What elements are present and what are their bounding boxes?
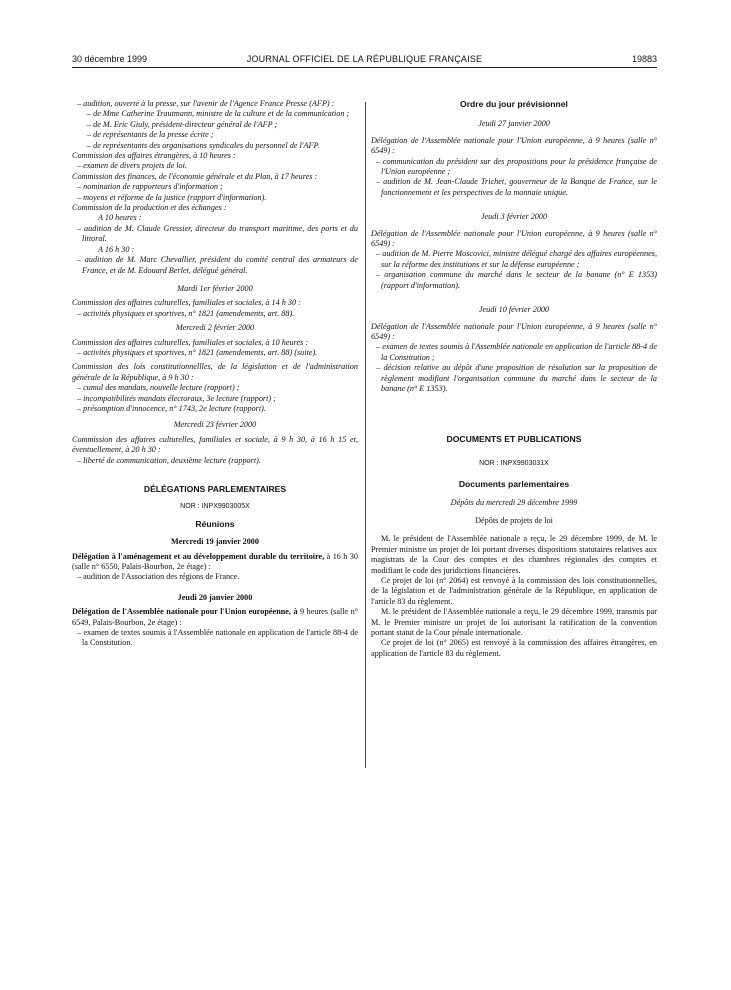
agenda-item: – examen de textes soumis à l'Assemblée nationale en application de l'article 88-4 de la Constitution. [77, 628, 358, 648]
commission-finances: Commission des finances, de l'économie générale et du Plan, à 17 heures : [72, 171, 318, 181]
delegation-ue: Délégation de l'Assemblée nationale pour l'Union européenne, à 9 heures (salle n° 6549) : [371, 135, 657, 156]
agenda-item: – nomination de rapporteurs d'information ; [77, 182, 223, 192]
agenda-item: – examen de textes soumis à l'Assemblée nationale en application de l'article 88-4 de la Constitution ; [376, 342, 657, 362]
afp-audition: – audition, ouverte à la presse, sur l'avenir de l'Agence France Presse (AFP) : [77, 99, 335, 108]
agenda-item: – incompatibilités mandats électoraux, 3e lecture (rapport) ; [77, 393, 276, 403]
afp-item: – de représentants de la presse écrite ; [87, 130, 214, 140]
agenda-item: – organisation commune du marché dans le secteur de la banane (n° E 1353) (rapport d'information). [376, 270, 657, 290]
date-heading: Jeudi 27 janvier 2000 [478, 119, 550, 129]
time-label: A 16 h 30 : [98, 244, 135, 254]
subsection-documents-parlementaires: Documents parlementaires [458, 479, 570, 490]
delegation-ue: Délégation de l'Assemblée nationale pour l'Union européenne, à 9 heures (salle n° 6549, Palais-Bourbon, 2e étage) : [72, 607, 359, 627]
agenda-item: – activités physiques et sportives, n° 1821 (amendements, art. 88) (suite). [77, 347, 318, 357]
agenda-item: – activités physiques et sportives, n° 1821 (amendements, art. 88). [77, 308, 295, 318]
commission-culturelles: Commission des affaires culturelles, familiales et sociale, à 9 h 30, à 16 h 15 et, éventuellement, à 20 h 30 : [72, 434, 358, 455]
subsection-reunions: Réunions [195, 518, 235, 529]
agenda-item: – audition de M. Jean-Claude Trichet, gouverneur de la Banque de France, sur le fonctionnement et les perspectives de la monnaie unique. [376, 177, 657, 197]
commission-production: Commission de la production et des échanges : [72, 203, 227, 213]
agenda-item: – présomption d'innocence, n° 1743, 2e lecture (rapport). [77, 403, 266, 413]
afp-item: – de Mme Catherine Trautmann, ministre de la culture et de la communication ; [87, 109, 350, 119]
agenda-item: – décision relative au dépôt d'une proposition de résolution sur la proposition de règlement modifiant l'organisation commune du marché dans le secteur de la banane (n° E 1353). [376, 363, 657, 393]
nor-reference: NOR : INPX9903031X [479, 459, 549, 467]
journal-title: JOURNAL OFFICIEL DE LA RÉPUBLIQUE FRANÇAISE [246, 54, 483, 64]
paragraph: Ce projet de loi (n° 2064) est renvoyé à la commission des lois constitutionnelles, de la législation et de l'administration générale de la République, en application de l'article 83 du règlement. [371, 576, 657, 606]
agenda-item: – moyens et réforme de la justice (rapport d'information). [77, 192, 267, 202]
section-title-odj: Ordre du jour prévisionnel [460, 99, 568, 109]
afp-item: – de M. Eric Giuly, président-directeur général de l'AFP ; [87, 119, 278, 129]
date-heading: Jeudi 20 janvier 2000 [177, 592, 253, 602]
paragraph: M. le président de l'Assemblée nationale a reçu, le 29 décembre 1999, de M. le Premier ministre un projet de loi portant diverses dispositions statutaires relatives aux magistrats de la Cour des comptes et des chambres régionales des comptes et modifiant le code des juridictions financières. [371, 534, 657, 575]
date-heading: Mercredi 19 janvier 2000 [171, 537, 259, 547]
commission-lois: Commission des lois constitutionnellles, de la législation et de l'administration générale de la République, à 9 h 30 : [72, 362, 358, 382]
right-column [371, 99, 657, 659]
agenda-item: – examen de divers projets de loi. [77, 161, 187, 171]
agenda-item: – liberté de communication, deuxième lecture (rapport). [77, 455, 261, 465]
column-divider [365, 102, 366, 768]
agenda-item: – audition de l'Association des régions de France. [77, 572, 240, 582]
header-date: 30 décembre 1999 [72, 54, 148, 64]
date-heading: Mercredi 2 février 2000 [175, 323, 255, 333]
afp-item: – de représentants des organisations syndicales du personnel de l'AFP. [87, 140, 320, 150]
depots-subtitle: Dépôts de projets de loi [475, 515, 553, 525]
date-heading: Mardi 1er février 2000 [177, 283, 253, 293]
commission-culturelles: Commission des affaires culturelles, familiales et sociales, à 10 heures : [72, 337, 309, 347]
date-heading: Mercredi 23 février 2000 [173, 420, 257, 430]
date-heading: Jeudi 3 février 2000 [480, 212, 548, 222]
commission-etrangeres: Commission des affaires étrangères, à 10 heures : [72, 151, 236, 161]
commission-culturelles: Commission des affaires culturelles, familiales et sociales, à 14 h 30 : [72, 298, 301, 308]
agenda-item: – communication du président sur des propositions pour la présidence française de l'Union européenne ; [376, 156, 657, 177]
paragraph: Ce projet de loi (n° 2065) est renvoyé à la commission des affaires étrangères, en application de l'article 83 du règlement. [371, 638, 657, 658]
nor-reference: NOR : INPX9903005X [180, 503, 250, 511]
time-label: A 10 heures : [98, 213, 142, 223]
page-number: 19883 [631, 54, 657, 64]
section-title-documents: DOCUMENTS ET PUBLICATIONS [446, 434, 582, 445]
delegation-ue: Délégation de l'Assemblée nationale pour l'Union européenne, à 9 heures (salle n° 6549) : [371, 321, 657, 341]
agenda-item: – audition de M. Claude Gressier, directeur du transport maritime, des ports et du littoral. [77, 223, 358, 244]
left-column [72, 99, 358, 649]
delegation-amenagement: Délégation à l'aménagement et au développement durable du territoire, à 16 h 30 (salle n° 6550, Palais-Bourbon, 2e étage) : [72, 551, 358, 572]
section-title-delegations: DÉLÉGATIONS PARLEMENTAIRES [143, 484, 287, 494]
date-heading: Jeudi 10 février 2000 [478, 305, 550, 315]
agenda-item: – audition de M. Marc Chevallier, président du comité central des armateurs de France, et de M. Edouard Berlet, délégué général. [77, 255, 358, 275]
header-rule [72, 67, 657, 68]
paragraph: M. le président de l'Assemblée nationale a reçu, le 29 décembre 1999, transmis par M. le Premier ministre un projet de loi autorisant la ratification de la convention portant statut de la Cour pénale internationale. [371, 607, 657, 638]
delegation-ue: Délégation de l'Assemblée nationale pour l'Union européenne, à 9 heures (salle n° 6549) : [371, 228, 657, 249]
running-header [72, 54, 657, 68]
agenda-item: – audition de M. Pierre Moscovici, ministre délégué chargé des affaires européennes, sur la réforme des institutions et sur la défense européenne ; [376, 249, 657, 269]
depots-date: Dépôts du mercredi 29 décembre 1999 [450, 497, 578, 507]
agenda-item: – cumul des mandats, nouvelle lecture (rapport) ; [77, 383, 240, 393]
